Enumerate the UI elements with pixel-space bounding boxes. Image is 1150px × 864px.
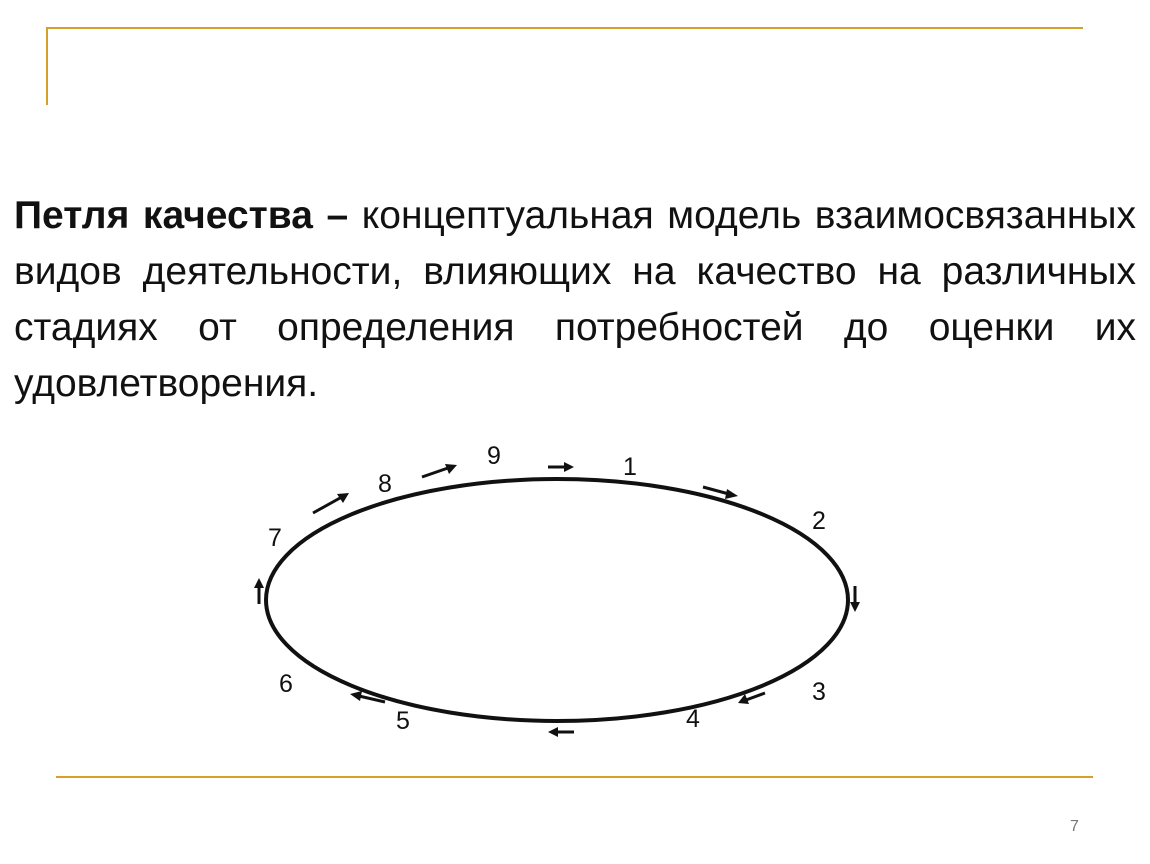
stage-label-7: 7	[268, 524, 282, 552]
definition-term: Петля качества –	[14, 194, 349, 237]
stage-label-6: 6	[279, 670, 293, 698]
stage-label-2: 2	[812, 507, 826, 535]
arrow-9-1	[548, 462, 574, 472]
arrow-7-8	[313, 493, 349, 513]
stage-label-1: 1	[623, 453, 637, 481]
direction-arrows	[254, 462, 860, 737]
arrow-6-7	[254, 578, 264, 604]
arrow-2-3	[850, 586, 860, 612]
stage-label-9: 9	[487, 442, 501, 470]
stage-label-4: 4	[686, 705, 700, 733]
stage-label-3: 3	[812, 678, 826, 706]
stage-label-8: 8	[378, 470, 392, 498]
quality-loop-ellipse	[266, 479, 848, 721]
arrow-4-5	[548, 727, 574, 737]
frame-bottom-line	[56, 776, 1093, 778]
stage-labels	[268, 442, 826, 735]
arrow-8-9	[422, 464, 457, 477]
page-number: 7	[1070, 818, 1079, 835]
stage-label-5: 5	[396, 707, 410, 735]
definition-body: концептуальная модель взаимосвязанных видов деятельности, влияющих на качество на различных стадиях от определения потребностей до оценки их удовлетворения.	[14, 194, 1136, 405]
